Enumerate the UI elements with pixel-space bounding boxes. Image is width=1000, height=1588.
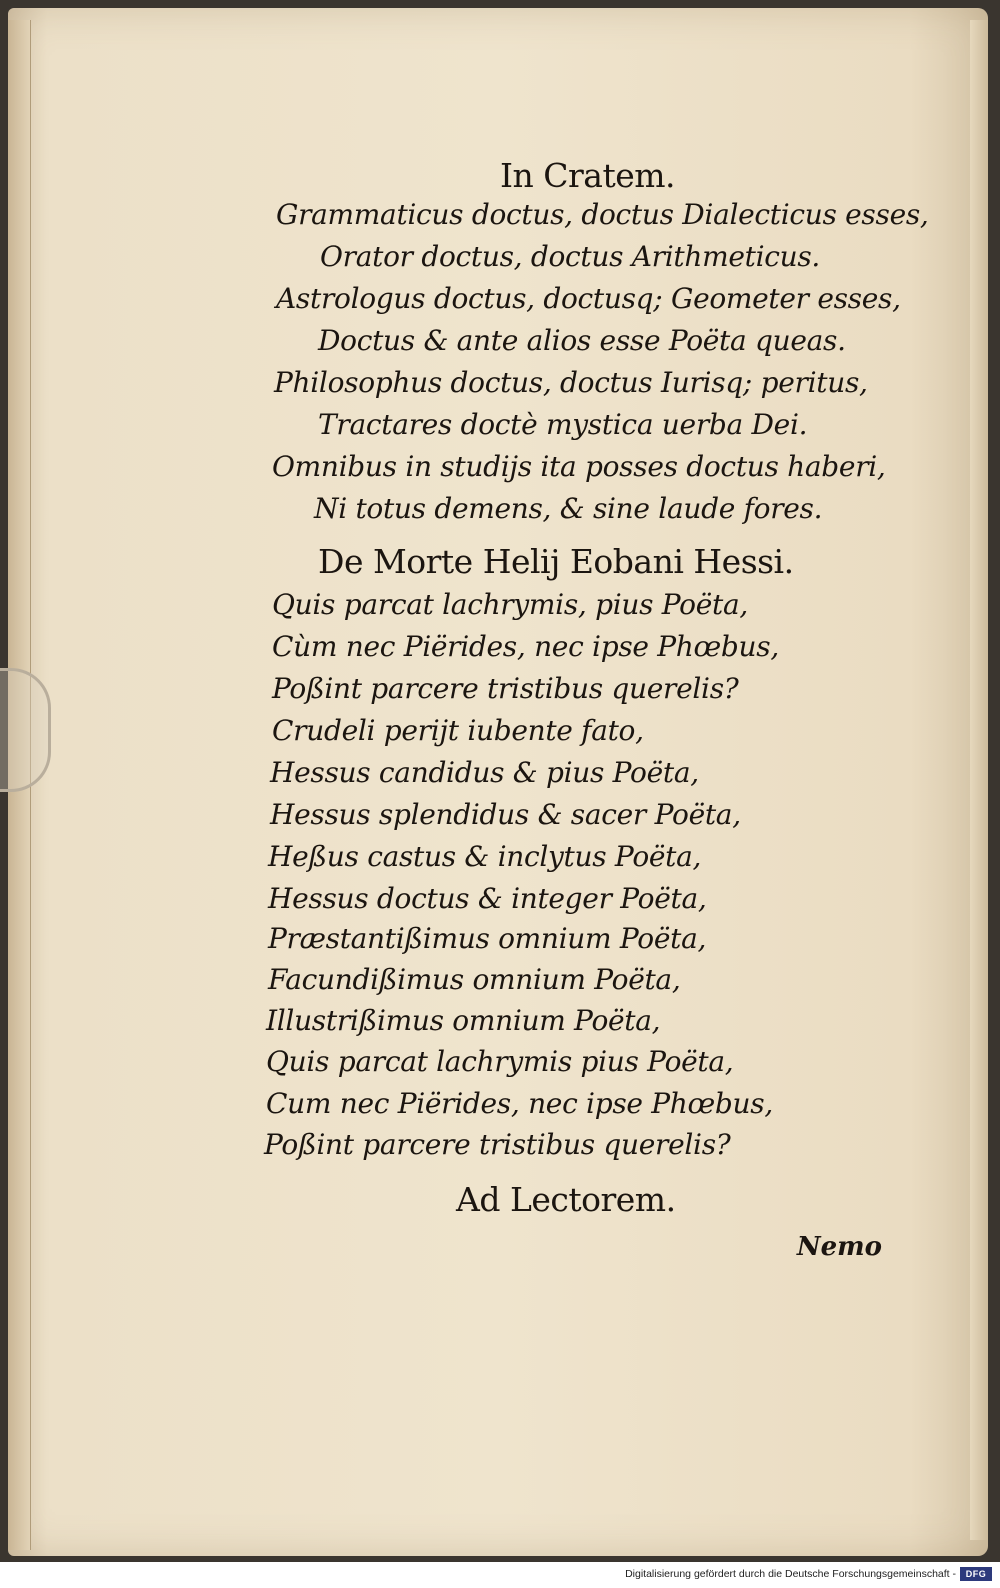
poem-line: Hessus splendidus & sacer Poëta,: [270, 798, 741, 831]
poem-line: Facundißimus omnium Poëta,: [268, 963, 681, 996]
poem-line: Præstantißimus omnium Poëta,: [268, 922, 707, 955]
poem-line: Omnibus in studijs ita posses doctus haberi,: [272, 450, 886, 483]
heading-ad-lectorem: Ad Lectorem.: [456, 1180, 676, 1219]
poem-line: Hessus candidus & pius Poëta,: [270, 756, 699, 789]
catchword: Nemo: [796, 1232, 882, 1262]
poem-line: Tractares doctè mystica uerba Dei.: [318, 408, 808, 441]
poem-line: Cùm nec Piërides, nec ipse Phœbus,: [272, 630, 779, 663]
poem-line: Doctus & ante alios esse Poëta queas.: [318, 324, 846, 357]
poem-title-in-cratem: In Cratem.: [500, 156, 676, 195]
poem-line: Hessus doctus & integer Poëta,: [268, 882, 707, 915]
poem-line: Poßint parcere tristibus querelis?: [272, 672, 739, 705]
poem-line: Cum nec Piërides, nec ipse Phœbus,: [266, 1087, 773, 1120]
dfg-logo: DFG: [960, 1567, 992, 1581]
poem-line: Quis parcat lachrymis pius Poëta,: [266, 1045, 734, 1078]
poem-line: Heßus castus & inclytus Poëta,: [268, 840, 702, 873]
poem-line: Quis parcat lachrymis, pius Poëta,: [272, 588, 748, 621]
footer-funding-text: Digitalisierung gefördert durch die Deutsche Forschungsgemeinschaft -: [625, 1568, 956, 1580]
poem-title-de-morte: De Morte Helij Eobani Hessi.: [318, 542, 794, 581]
poem-line: Orator doctus, doctus Arithmeticus.: [320, 240, 821, 273]
poem-line: Illustrißimus omnium Poëta,: [266, 1004, 661, 1037]
poem-line: Poßint parcere tristibus querelis?: [264, 1128, 731, 1161]
poem-line: Astrologus doctus, doctusq; Geometer esses,: [276, 282, 901, 315]
poem-line: Ni totus demens, & sine laude fores.: [314, 492, 823, 525]
poem-line: Crudeli perijt iubente fato,: [272, 714, 644, 747]
footer-bar: [0, 1562, 1000, 1588]
poem-line: Grammaticus doctus, doctus Dialecticus esses,: [276, 198, 929, 231]
poem-line: Philosophus doctus, doctus Iurisq; peritus,: [274, 366, 868, 399]
